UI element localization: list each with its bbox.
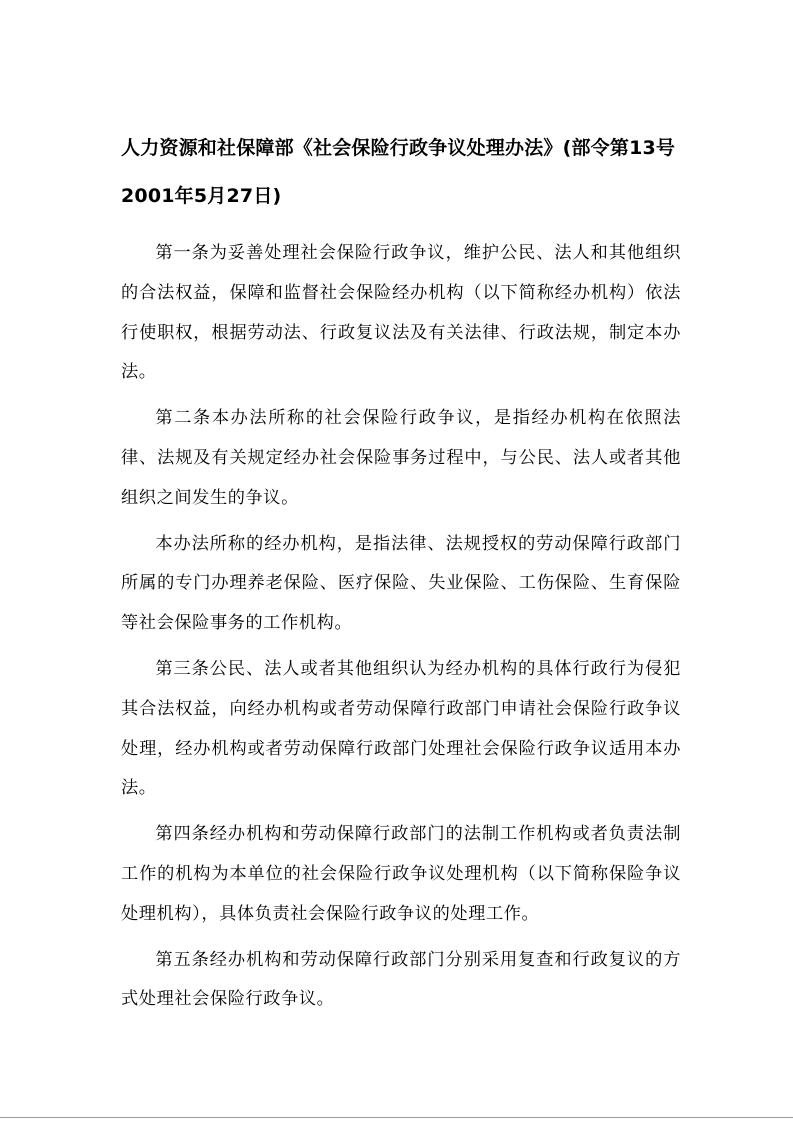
article-2-paragraph: 第二条本办法所称的社会保险行政争议，是指经办机构在依照法律、法规及有关规定经办社会保险事务过程中，与公民、法人或者其他组织之间发生的争议。 [121,408,681,508]
article-4-paragraph: 第四条经办机构和劳动保障行政部门的法制工作机构或者负责法制工作的机构为本单位的社会保险行政争议处理机构（以下简称保险争议处理机构），具体负责社会保险行政争议的处理工作。 [121,824,681,924]
article-5-paragraph: 第五条经办机构和劳动保障行政部门分别采用复查和行政复议的方式处理社会保险行政争议。 [121,949,681,1010]
article-2-continuation-paragraph: 本办法所称的经办机构，是指法律、法规授权的劳动保障行政部门所属的专门办理养老保险、医疗保险、失业保险、工伤保险、生育保险等社会保险事务的工作机构。 [121,533,681,634]
document-body [121,234,681,1026]
article-3-paragraph: 第三条公民、法人或者其他组织认为经办机构的具体行政行为侵犯其合法权益，向经办机构或者劳动保障行政部门申请社会保险行政争议处理，经办机构或者劳动保障行政部门处理社会保险行政争议适用本办法。 [121,658,681,799]
document-title: 人力资源和社保障部《社会保险行政争议处理办法》(部令第13号2001年5月27日) [121,137,676,207]
page-bottom-divider [0,1117,793,1118]
article-1-paragraph: 第一条为妥善处理社会保险行政争议，维护公民、法人和其他组织的合法权益，保障和监督社会保险经办机构（以下简称经办机构）依法行使职权，根据劳动法、行政复议法及有关法律、行政法规，制定本办法。 [121,243,681,383]
